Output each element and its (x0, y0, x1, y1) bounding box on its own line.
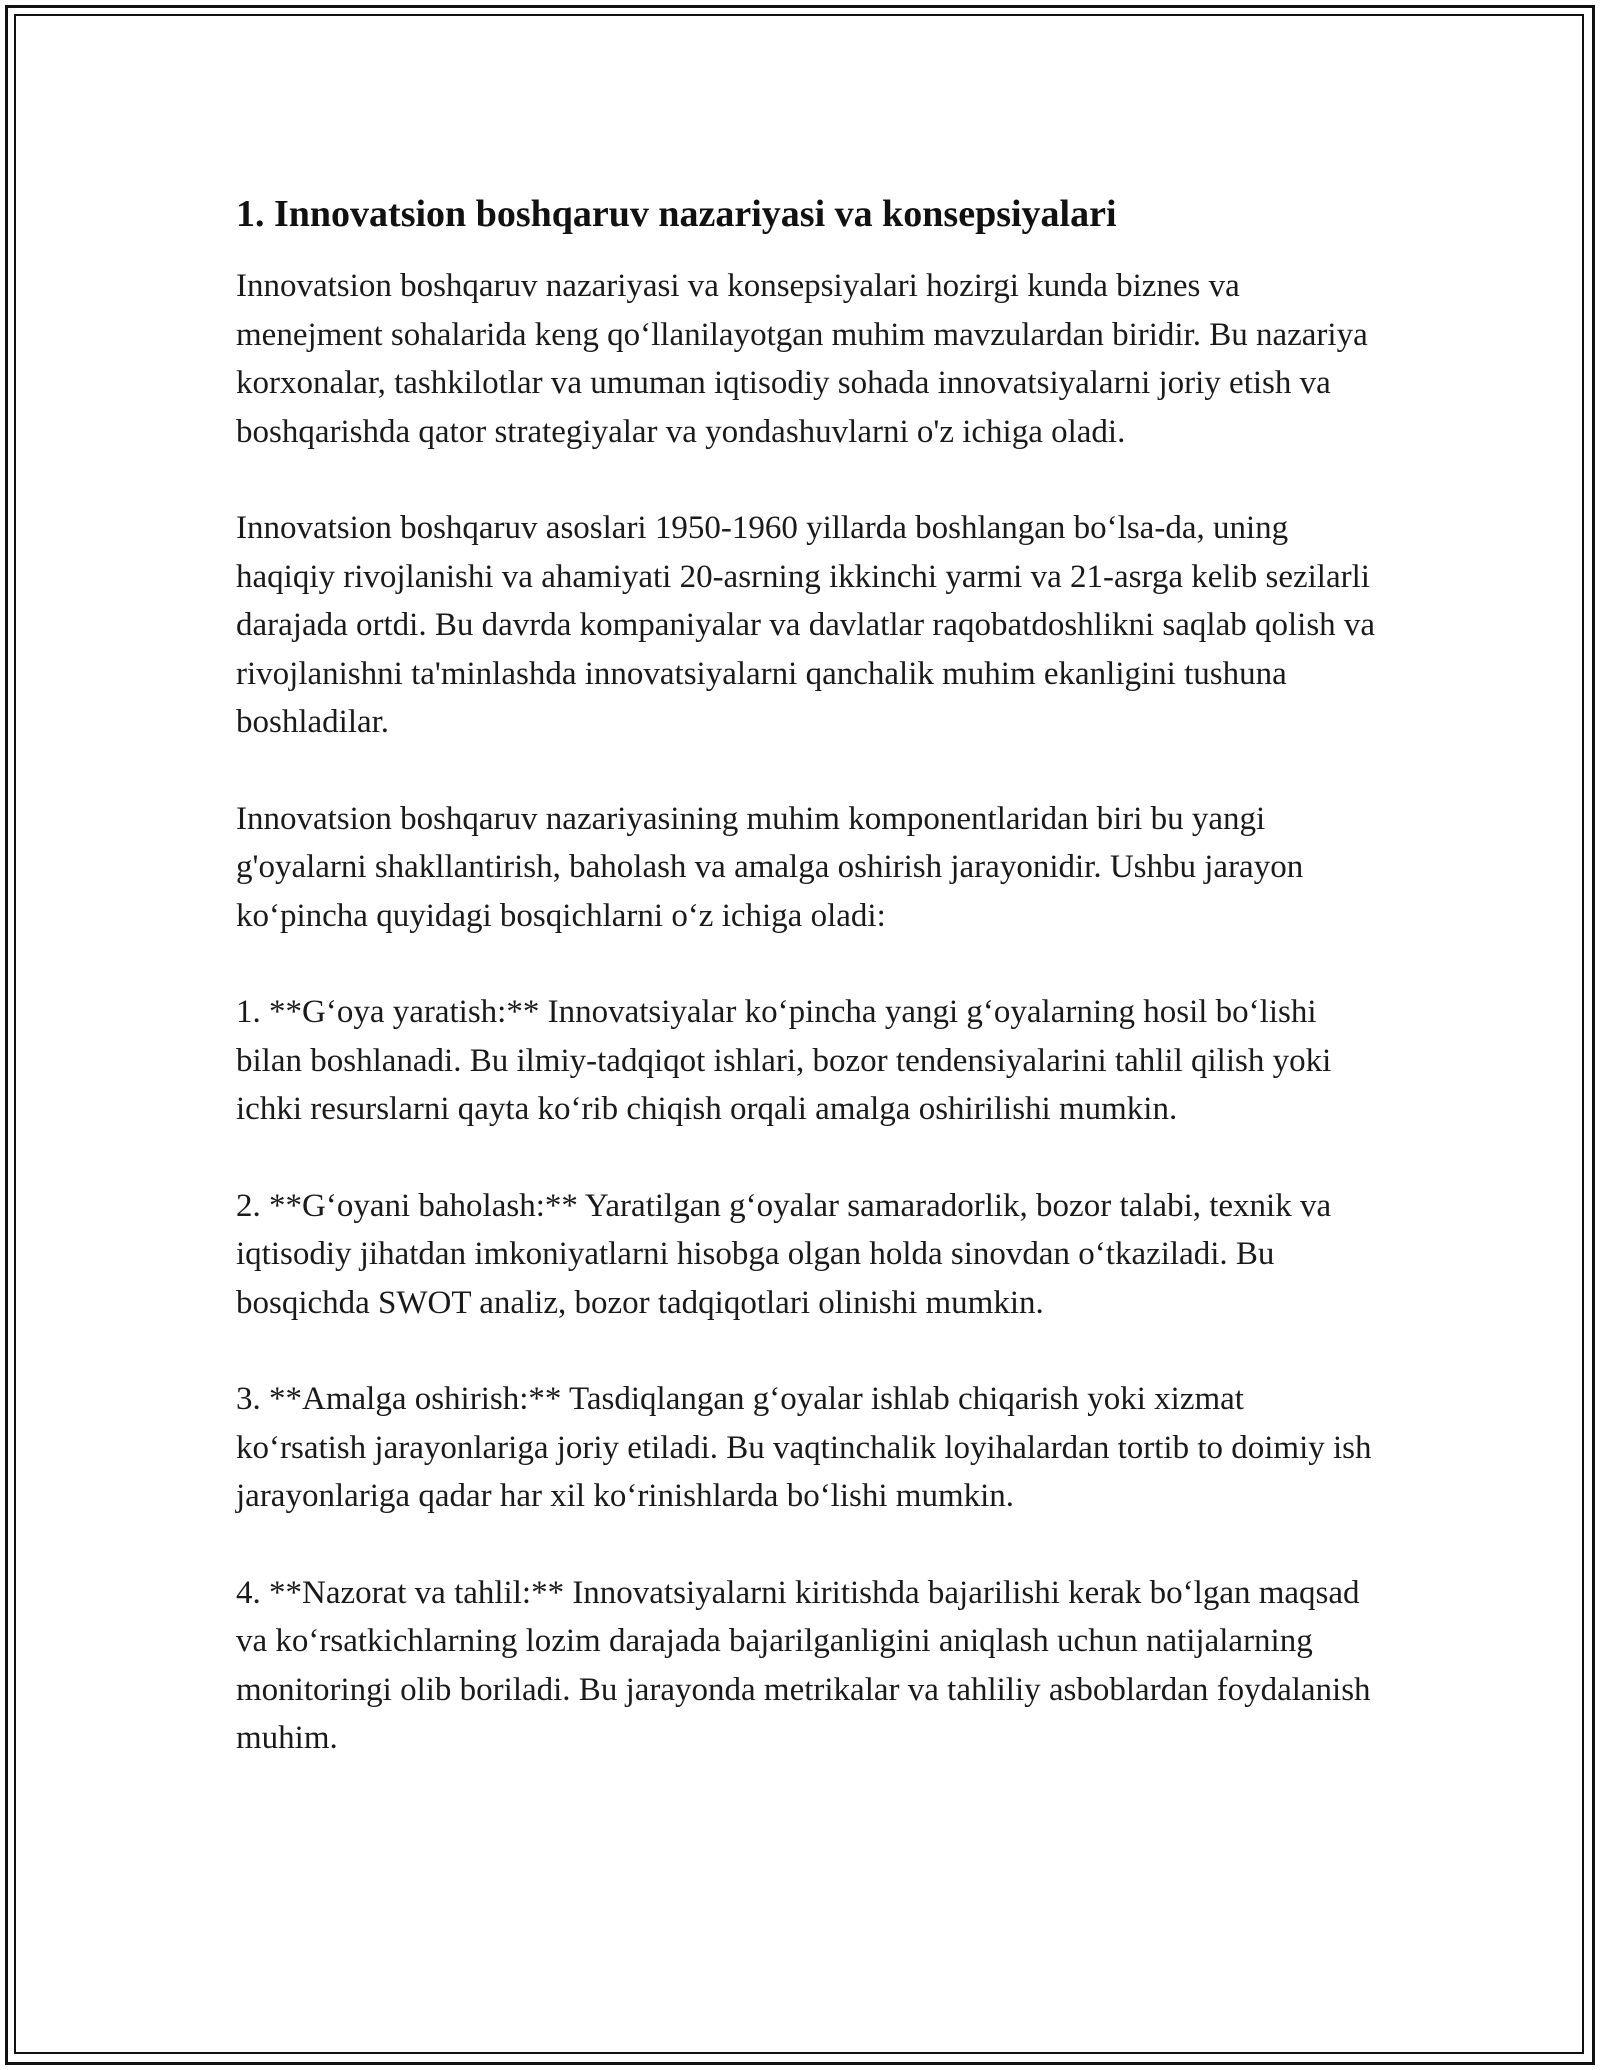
document-body (236, 188, 1376, 1811)
paragraph-step-1: 1. **G‘oya yaratish:** Innovatsiyalar ko‘pincha yangi g‘oyalarning hosil bo‘lishi bilan boshlanadi. Bu ilmiy-tadqiqot ishlari, bozor tendensiyalarini tahlil qilish yoki ichki resurslarni qayta ko‘rib chiqish orqali amalga oshirilishi mumkin. (236, 994, 1332, 1127)
paragraph-intro: Innovatsion boshqaruv nazariyasi va konsepsiyalari hozirgi kunda biznes va menejment sohalarida keng qo‘llanilayotgan muhim mavzulardan biridir. Bu nazariya korxonalar, tashkilotlar va umuman iqtisodiy sohada innovatsiyalarni joriy etish va boshqarishda qator strategiyalar va yondashuvlarni o'z ichiga oladi. (236, 268, 1368, 450)
paragraph-step-4: 4. **Nazorat va tahlil:** Innovatsiyalarni kiritishda bajarilishi kerak bo‘lgan maqsad va ko‘rsatkichlarning lozim darajada bajarilganligini aniqlash uchun natijalarning monitoringi olib boriladi. Bu jarayonda metrikalar va tahliliy asboblardan foydalanish muhim. (236, 1574, 1371, 1756)
section-heading: 1. Innovatsion boshqaruv nazariyasi va konsepsiyalari (236, 193, 1117, 235)
paragraph-process: Innovatsion boshqaruv nazariyasining muhim komponentlaridan biri bu yangi g'oyalarni shakllantirish, baholash va amalga oshirish jarayonidir. Ushbu jarayon ko‘pincha quyidagi bosqichlarni o‘z ichiga oladi: (236, 800, 1304, 934)
paragraph-history: Innovatsion boshqaruv asoslari 1950-1960 yillarda boshlangan bo‘lsa-da, uning haqiqiy rivojlanishi va ahamiyati 20-asrning ikkinchi yarmi va 21-asrga kelib sezilarli darajada ortdi. Bu davrda kompaniyalar va davlatlar raqobatdoshlikni saqlab qolish va rivojlanishni ta'minlashda innovatsiyalarni qanchalik muhim ekanligini tushuna boshladilar. (236, 510, 1376, 740)
paragraph-step-3: 3. **Amalga oshirish:** Tasdiqlangan g‘oyalar ishlab chiqarish yoki xizmat ko‘rsatish jarayonlariga joriy etiladi. Bu vaqtinchalik loyihalardan tortib to doimiy ish jarayonlariga qadar har xil ko‘rinishlarda bo‘lishi mumkin. (236, 1381, 1372, 1514)
paragraph-step-2: 2. **G‘oyani baholash:** Yaratilgan g‘oyalar samaradorlik, bozor talabi, texnik va iqtisodiy jihatdan imkoniyatlarni hisobga olgan holda sinovdan o‘tkaziladi. Bu bosqichda SWOT analiz, bozor tadqiqotlari olinishi mumkin. (236, 1187, 1332, 1321)
